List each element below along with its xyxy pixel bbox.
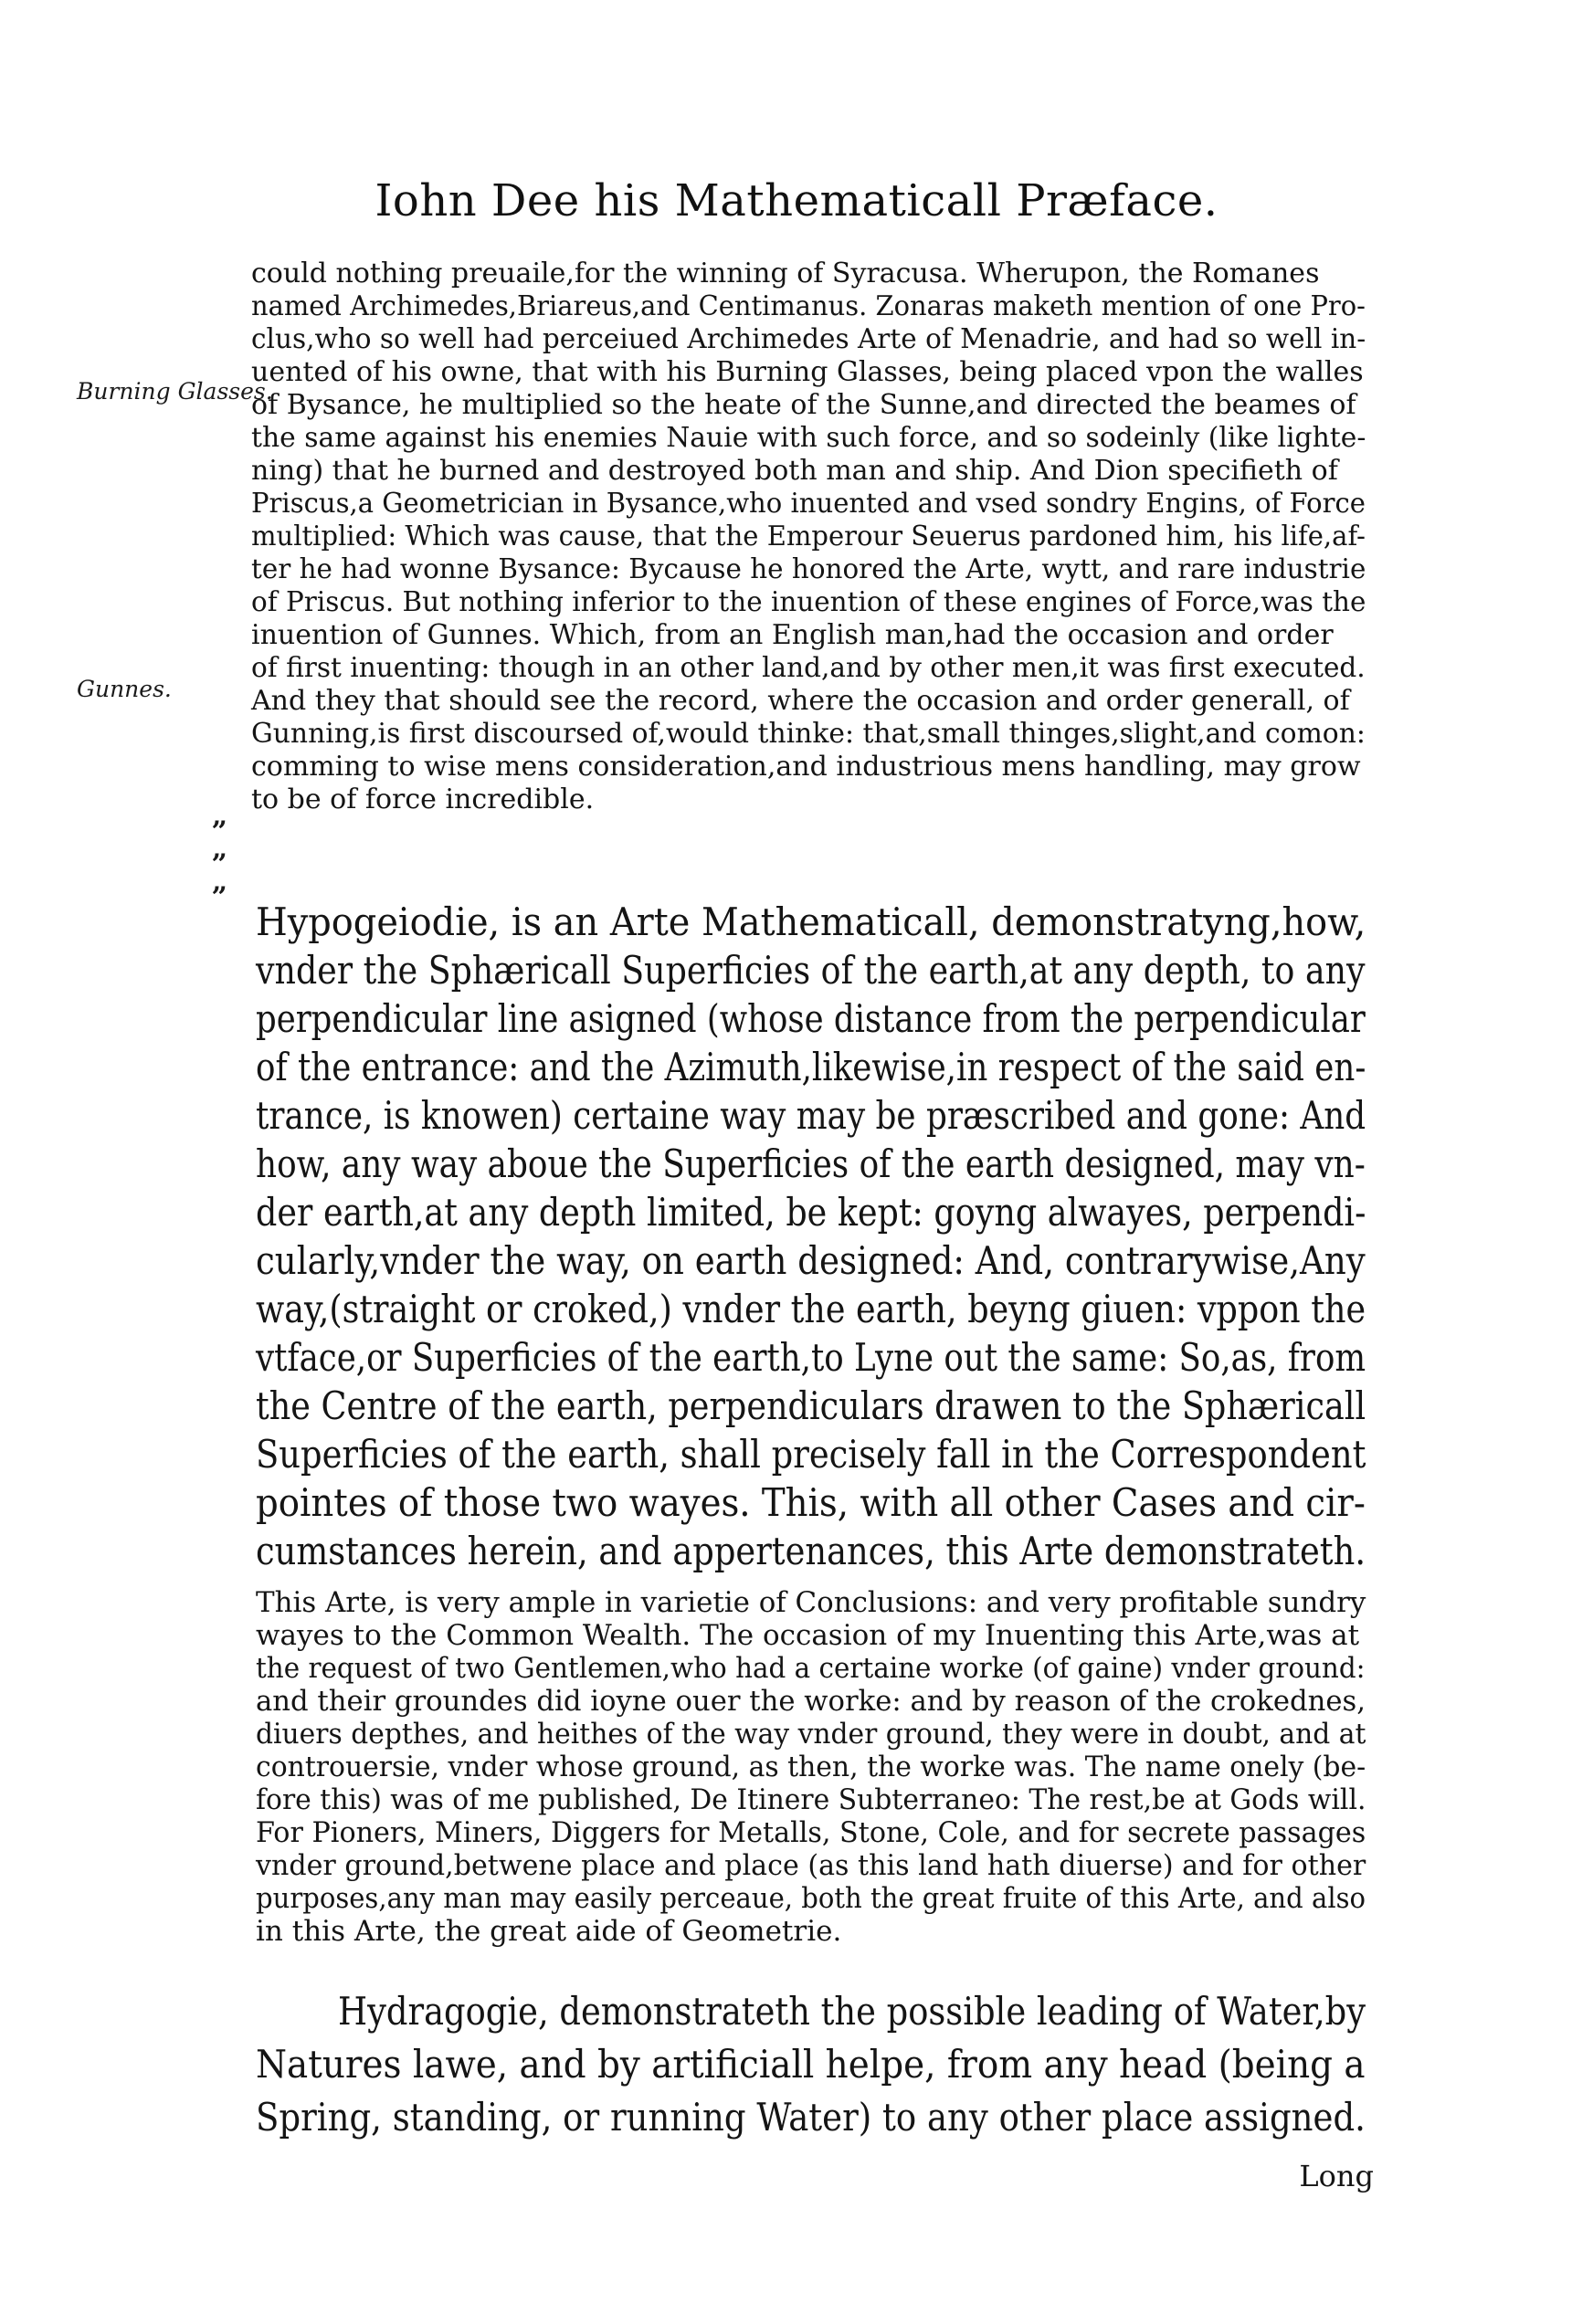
text-line: the Centre of the earth, perpendiculars drawen to the Sphæricall — [256, 1383, 1366, 1428]
text-line: Hypogeiodie, is an Arte Mathematicall, demonstratyng,how, — [256, 899, 1366, 944]
text-line: Gunning,is first discoursed of,would thinke: that,small thinges,slight,and comon: — [251, 718, 1366, 750]
text-line: controuersie, vnder whose ground, as then, the worke was. The name onely (be- — [256, 1751, 1366, 1783]
page-title: Iohn Dee his Mathematicall Præface. — [375, 175, 1218, 226]
text-line: inuention of Gunnes. Which, from an English man,had the occasion and order — [251, 619, 1334, 651]
text-line: vnder the Sphæricall Superficies of the earth,at any depth, to any — [256, 948, 1366, 993]
text-line: For Pioners, Miners, Diggers for Metalls, Stone, Cole, and for secrete passages — [256, 1816, 1366, 1849]
text-line: This Arte, is very ample in varietie of Conclusions: and very profitable sundry — [256, 1586, 1366, 1619]
text-line: Spring, standing, or running Water) to any other place assigned. — [256, 2095, 1366, 2140]
text-line: to be of force incredible. — [251, 783, 595, 815]
text-line: Hydragogie, demonstrateth the possible leading of Water,by — [338, 1989, 1366, 2034]
text-line: trance, is knowen) certaine way may be præscribed and gone: And — [256, 1093, 1366, 1138]
text-line: vnder ground,betwene place and place (as this land hath diuerse) and for other — [256, 1849, 1366, 1882]
text-line: vtface,or Superficies of the earth,to Lyne out the same: So,as, from — [256, 1335, 1366, 1380]
text-line: And they that should see the record, where the occasion and order generall, of — [251, 685, 1350, 717]
text-line: way,(straight or croked,) vnder the earth, beyng giuen: vppon the — [256, 1287, 1366, 1331]
text-line: cumstances herein, and appertenances, this Arte demonstrateth. — [256, 1529, 1366, 1573]
text-line: wayes to the Common Wealth. The occasion of my Inuenting this Arte,was at — [256, 1619, 1360, 1652]
text-line: named Archimedes,Briareus,and Centimanus. Zonaras maketh mention of one Pro- — [251, 290, 1366, 322]
text-line: comming to wise mens consideration,and industrious mens handling, may grow — [251, 751, 1361, 783]
quote-mark: „ — [212, 866, 228, 898]
text-line: in this Arte, the great aide of Geometrie. — [256, 1915, 842, 1948]
text-line: of the entrance: and the Azimuth,likewise,in respect of the said en- — [256, 1045, 1366, 1089]
text-line: cularly,vnder the way, on earth designed: And, contrarywise,Any — [256, 1238, 1366, 1283]
text-line: perpendicular line asigned (whose distance from the perpendicular — [256, 996, 1366, 1041]
text-line: Superficies of the earth, shall precisely fall in the Correspondent — [256, 1432, 1366, 1477]
text-line: clus,who so well had perceiued Archimedes Arte of Menadrie, and had so well in- — [251, 323, 1366, 355]
catchword: Long — [1299, 2159, 1374, 2193]
quote-mark: „ — [212, 833, 228, 865]
text-line: ter he had wonne Bysance: Bycause he honored the Arte, wytt, and rare industrie — [251, 553, 1366, 585]
margin-note-gunnes: Gunnes. — [77, 676, 172, 702]
text-line: uented of his owne, that with his Burning Glasses, being placed vpon the walles — [251, 356, 1364, 388]
text-line: of Priscus. But nothing inferior to the inuention of these engines of Force,was the — [251, 586, 1366, 618]
text-line: ning) that he burned and destroyed both man and ship. And Dion specifieth of — [251, 455, 1338, 487]
text-line: purposes,any man may easily perceaue, both the great fruite of this Arte, and also — [256, 1882, 1366, 1915]
text-line: could nothing preuaile,for the winning of Syracusa. Wherupon, the Romanes — [251, 258, 1320, 289]
text-line: fore this) was of me published, De Itinere Subterraneo: The rest,be at Gods will. — [256, 1783, 1366, 1816]
text-line: der earth,at any depth limited, be kept: goyng alwayes, perpendi- — [256, 1190, 1366, 1235]
text-line: of first inuenting: though in an other land,and by other men,it was first executed. — [251, 652, 1366, 684]
text-line: how, any way aboue the Superficies of the earth designed, may vn- — [256, 1141, 1366, 1186]
text-line: and their groundes did ioyne ouer the worke: and by reason of the crokednes, — [256, 1685, 1366, 1718]
text-line: the same against his enemies Nauie with such force, and so sodeinly (like lighte- — [251, 422, 1366, 454]
quote-mark: „ — [212, 800, 228, 832]
text-line: of Bysance, he multiplied so the heate of the Sunne,and directed the beames of — [251, 389, 1356, 421]
text-line: pointes of those two wayes. This, with all other Cases and cir- — [256, 1480, 1366, 1525]
margin-note-burning-glasses: Burning Glasses. — [77, 378, 273, 405]
text-line: multiplied: Which was cause, that the Emperour Seuerus pardoned him, his life,af- — [251, 521, 1366, 552]
text-line: Natures lawe, and by artificiall helpe, from any head (being a — [256, 2042, 1366, 2087]
text-line: the request of two Gentlemen,who had a certaine worke (of gaine) vnder ground: — [256, 1652, 1366, 1685]
text-line: diuers depthes, and heithes of the way vnder ground, they were in doubt, and at — [256, 1718, 1366, 1751]
text-line: Priscus,a Geometrician in Bysance,who inuented and vsed sondry Engins, of Force — [251, 488, 1366, 520]
